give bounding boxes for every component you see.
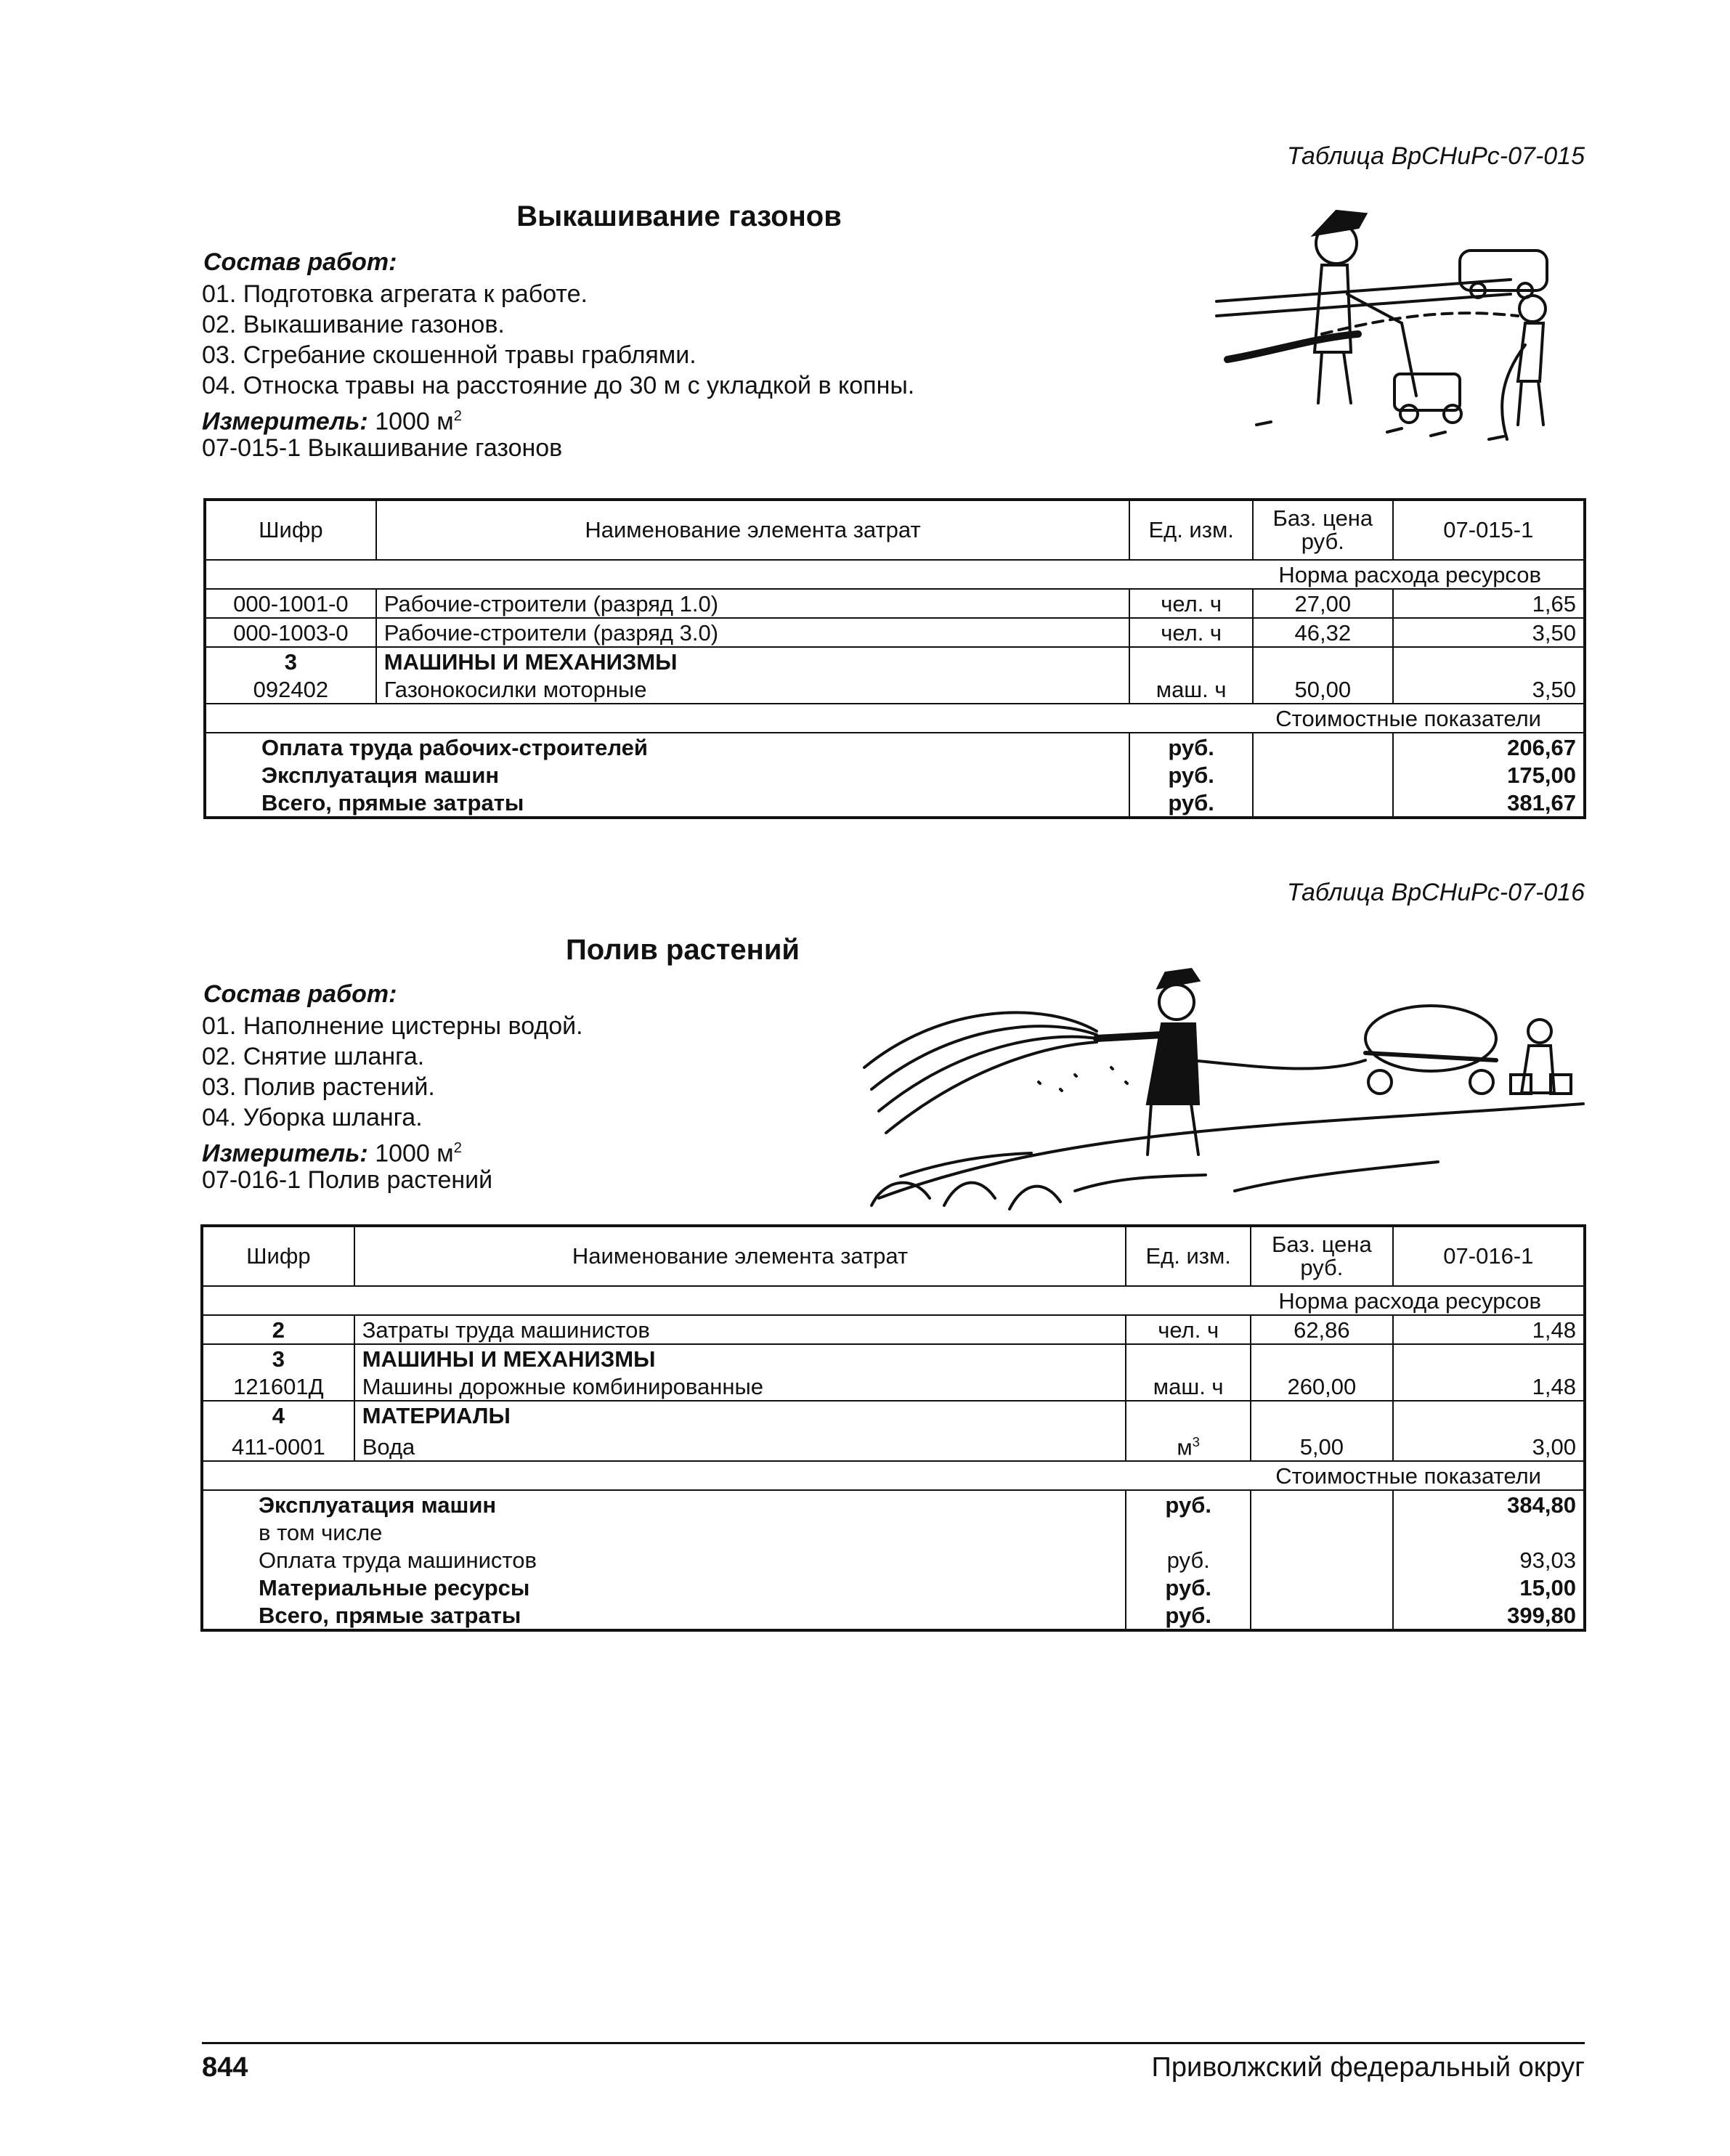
cell-name: Рабочие-строители (разряд 1.0) bbox=[376, 589, 1130, 618]
cost-table bbox=[200, 1224, 1586, 1632]
cost-table bbox=[203, 498, 1586, 819]
mowing-illustration bbox=[1213, 207, 1591, 454]
cell-code: 3 bbox=[202, 1344, 354, 1372]
work-item: 03. Полив растений. bbox=[202, 1073, 435, 1101]
cell-unit: чел. ч bbox=[1126, 1315, 1251, 1344]
cost-name: Оплата труда рабочих-строителей bbox=[205, 733, 1129, 761]
cost-unit: руб. bbox=[1126, 1546, 1251, 1574]
work-item: 02. Снятие шланга. bbox=[202, 1043, 425, 1070]
column-header: Баз. цена руб. bbox=[1253, 500, 1393, 560]
cost-row bbox=[202, 1601, 1585, 1630]
cell-value bbox=[1393, 1401, 1585, 1429]
column-header: Наименование элемента затрат bbox=[354, 1226, 1126, 1286]
cell-price: 5,00 bbox=[1251, 1429, 1393, 1461]
cell-value bbox=[1393, 647, 1585, 675]
column-header: Ед. изм. bbox=[1126, 1226, 1251, 1286]
cell-unit bbox=[1129, 647, 1253, 675]
cell-value: 1,48 bbox=[1393, 1372, 1585, 1401]
cell-unit bbox=[1126, 1401, 1251, 1429]
cell-value: 1,65 bbox=[1393, 589, 1585, 618]
cost-value bbox=[1393, 1518, 1585, 1546]
cost-unit: руб. bbox=[1126, 1601, 1251, 1630]
cost-row bbox=[205, 761, 1585, 789]
measure-sup: 2 bbox=[453, 408, 462, 424]
column-header: Наименование элемента затрат bbox=[376, 500, 1130, 560]
column-header: Шифр bbox=[205, 500, 376, 560]
code-line: 07-015-1 Выкашивание газонов bbox=[202, 434, 563, 462]
section-title: Полив растений bbox=[566, 934, 800, 966]
measure-value: 1000 м bbox=[375, 407, 454, 436]
page-number: 844 bbox=[202, 2052, 248, 2083]
cell-name: Газонокосилки моторные bbox=[376, 675, 1130, 704]
cost-unit: руб. bbox=[1129, 789, 1253, 818]
work-item: 04. Относка травы на расстояние до 30 м с укладкой в копны. bbox=[202, 372, 915, 399]
table-row bbox=[202, 1315, 1585, 1344]
cost-name: Всего, прямые затраты bbox=[202, 1601, 1126, 1630]
section-title: Выкашивание газонов bbox=[516, 200, 842, 232]
measure-line bbox=[202, 401, 462, 436]
cost-value: 399,80 bbox=[1393, 1601, 1585, 1630]
measure-label: Измеритель: bbox=[202, 407, 368, 436]
sostav-label: Состав работ: bbox=[203, 980, 397, 1008]
cost-value: 93,03 bbox=[1393, 1546, 1585, 1574]
column-header: Баз. цена руб. bbox=[1251, 1226, 1393, 1286]
table-row bbox=[202, 1344, 1585, 1372]
table-label: Таблица ВрСНиРс-07-016 bbox=[1286, 879, 1585, 906]
cell-code: 000-1001-0 bbox=[205, 589, 376, 618]
cell-code: 2 bbox=[202, 1315, 354, 1344]
cell-value: 3,00 bbox=[1393, 1429, 1585, 1461]
cell-code: 000-1003-0 bbox=[205, 618, 376, 647]
norm-label: Норма расхода ресурсов bbox=[202, 1286, 1585, 1315]
cost-row bbox=[202, 1546, 1585, 1574]
cost-unit: руб. bbox=[1129, 733, 1253, 761]
footer-rule bbox=[202, 2042, 1585, 2044]
cell-name: МАТЕРИАЛЫ bbox=[354, 1401, 1126, 1429]
column-header: 07-016-1 bbox=[1393, 1226, 1585, 1286]
work-item: 04. Уборка шланга. bbox=[202, 1104, 423, 1131]
cell-value: 1,48 bbox=[1393, 1315, 1585, 1344]
cost-row bbox=[202, 1490, 1585, 1518]
cost-name: Оплата труда машинистов bbox=[202, 1546, 1126, 1574]
cost-name: Материальные ресурсы bbox=[202, 1574, 1126, 1601]
running-footer: Приволжский федеральный округ bbox=[1151, 2052, 1585, 2083]
cell-name: МАШИНЫ И МЕХАНИЗМЫ bbox=[376, 647, 1130, 675]
cell-name: Вода bbox=[354, 1429, 1126, 1461]
cost-unit bbox=[1126, 1518, 1251, 1546]
measure-value: 1000 м bbox=[375, 1139, 454, 1168]
cell-price: 50,00 bbox=[1253, 675, 1393, 704]
table-row bbox=[202, 1372, 1585, 1401]
cell-code: 092402 bbox=[205, 675, 376, 704]
cost-value: 381,67 bbox=[1393, 789, 1585, 818]
cell-unit bbox=[1126, 1344, 1251, 1372]
cell-unit: маш. ч bbox=[1126, 1372, 1251, 1401]
sostav-label: Состав работ: bbox=[203, 248, 397, 276]
cost-unit: руб. bbox=[1129, 761, 1253, 789]
cost-label: Стоимостные показатели bbox=[202, 1461, 1585, 1490]
column-header: Шифр bbox=[202, 1226, 354, 1286]
work-item: 01. Подготовка агрегата к работе. bbox=[202, 280, 588, 308]
table-row bbox=[205, 589, 1585, 618]
cell-unit bbox=[1126, 1429, 1251, 1461]
cell-price: 46,32 bbox=[1253, 618, 1393, 647]
work-item: 03. Сгребание скошенной травы граблями. bbox=[202, 341, 697, 369]
cell-price bbox=[1251, 1344, 1393, 1372]
cost-label-row bbox=[205, 704, 1585, 733]
cell-price: 27,00 bbox=[1253, 589, 1393, 618]
cell-name: Машины дорожные комбинированные bbox=[354, 1372, 1126, 1401]
cell-unit: чел. ч bbox=[1129, 618, 1253, 647]
cell-price: 260,00 bbox=[1251, 1372, 1393, 1401]
cost-row bbox=[202, 1574, 1585, 1601]
cost-value: 175,00 bbox=[1393, 761, 1585, 789]
code-line: 07-016-1 Полив растений bbox=[202, 1166, 493, 1194]
measure-line bbox=[202, 1133, 462, 1168]
cell-value bbox=[1393, 1344, 1585, 1372]
table-row bbox=[205, 618, 1585, 647]
cost-row bbox=[205, 733, 1585, 761]
cell-value: 3,50 bbox=[1393, 618, 1585, 647]
cell-price bbox=[1253, 647, 1393, 675]
cell-name: Рабочие-строители (разряд 3.0) bbox=[376, 618, 1130, 647]
work-item: 02. Выкашивание газонов. bbox=[202, 311, 505, 338]
unit-text: м bbox=[1177, 1434, 1193, 1460]
column-header: Ед. изм. bbox=[1129, 500, 1253, 560]
cost-value: 15,00 bbox=[1393, 1574, 1585, 1601]
cell-code: 4 bbox=[202, 1401, 354, 1429]
watering-illustration bbox=[857, 959, 1591, 1220]
cell-code: 411-0001 bbox=[202, 1429, 354, 1461]
cell-name: Затраты труда машинистов bbox=[354, 1315, 1126, 1344]
cost-value: 384,80 bbox=[1393, 1490, 1585, 1518]
measure-sup: 2 bbox=[453, 1140, 462, 1156]
measure-label: Измеритель: bbox=[202, 1139, 368, 1168]
cell-code: 3 bbox=[205, 647, 376, 675]
cost-unit: руб. bbox=[1126, 1574, 1251, 1601]
cost-name: Эксплуатация машин bbox=[202, 1490, 1126, 1518]
work-item: 01. Наполнение цистерны водой. bbox=[202, 1012, 583, 1040]
cost-name: Всего, прямые затраты bbox=[205, 789, 1129, 818]
cell-unit: чел. ч bbox=[1129, 589, 1253, 618]
norm-label-row bbox=[205, 560, 1585, 589]
cost-label: Стоимостные показатели bbox=[205, 704, 1585, 733]
table-row bbox=[202, 1429, 1585, 1461]
cell-price bbox=[1251, 1401, 1393, 1429]
table-row bbox=[205, 647, 1585, 675]
table-label: Таблица ВрСНиРс-07-015 bbox=[1286, 142, 1585, 170]
table-header-row bbox=[202, 1226, 1585, 1286]
norm-label-row bbox=[202, 1286, 1585, 1315]
norm-label: Норма расхода ресурсов bbox=[205, 560, 1585, 589]
cell-price: 62,86 bbox=[1251, 1315, 1393, 1344]
cost-value: 206,67 bbox=[1393, 733, 1585, 761]
cost-label-row bbox=[202, 1461, 1585, 1490]
cell-name: МАШИНЫ И МЕХАНИЗМЫ bbox=[354, 1344, 1126, 1372]
cell-value: 3,50 bbox=[1393, 675, 1585, 704]
cost-row bbox=[202, 1518, 1585, 1546]
cost-name: Эксплуатация машин bbox=[205, 761, 1129, 789]
cell-unit: маш. ч bbox=[1129, 675, 1253, 704]
cell-code: 121601Д bbox=[202, 1372, 354, 1401]
cost-row bbox=[205, 789, 1585, 818]
table-header-row bbox=[205, 500, 1585, 560]
cost-unit: руб. bbox=[1126, 1490, 1251, 1518]
unit-sup: 3 bbox=[1192, 1434, 1201, 1449]
table-row bbox=[202, 1401, 1585, 1429]
column-header: 07-015-1 bbox=[1393, 500, 1585, 560]
cost-name: в том числе bbox=[202, 1518, 1126, 1546]
table-row bbox=[205, 675, 1585, 704]
